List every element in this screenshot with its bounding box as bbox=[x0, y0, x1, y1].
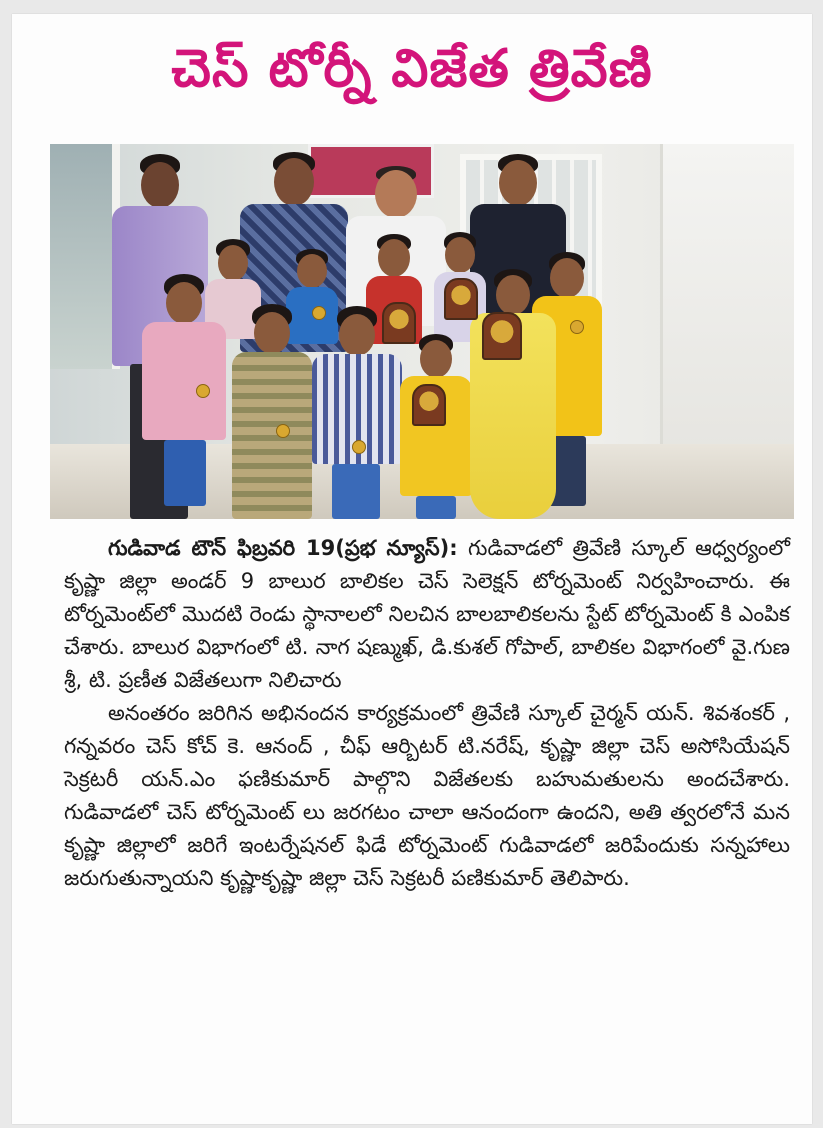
trophy bbox=[482, 312, 522, 360]
newspaper-clipping bbox=[12, 14, 812, 1124]
trophy bbox=[412, 384, 446, 426]
trophy bbox=[444, 278, 478, 320]
child-figure bbox=[400, 334, 472, 519]
news-photo bbox=[50, 144, 794, 519]
child-figure bbox=[232, 304, 312, 519]
window bbox=[50, 144, 120, 369]
child-figure bbox=[470, 269, 556, 519]
article-paragraph bbox=[64, 532, 790, 697]
dateline: గుడివాడ టౌన్ ఫిబ్రవరి 19(ప్రభ న్యూస్): bbox=[108, 536, 458, 560]
trophy bbox=[382, 302, 416, 344]
medal bbox=[276, 424, 290, 438]
article-body bbox=[64, 532, 790, 895]
medal bbox=[352, 440, 366, 454]
medal bbox=[312, 306, 326, 320]
medal bbox=[570, 320, 584, 334]
paragraph-text: గుడివాడలో త్రివేణి స్కూల్ ఆధ్వర్యంలో కృష్ణా జిల్లా అండర్ 9 బాలుర బాలికల చెస్ సెలెక్షన్ టోర్నమెంట్ నిర్వహించారు. ఈ టోర్నమెంట్‌లో మొదటి రెండు స్థానాలలో నిలచిన బాలబాలికలను స్టేట్ టోర్నమెంట్ కి ఎంపిక చేశారు. బాలుర విభాగంలో టి. నాగ షణ్ముఖ్, డి.కుశల్ గోపాల్, బాలికల విభాగంలో వై.గుణ శ్రీ, టి. ప్రణీత విజేతలుగా నిలిచారు bbox=[64, 536, 790, 692]
medal bbox=[196, 384, 210, 398]
headline: చెస్ టోర్నీ విజేత త్రివేణి bbox=[171, 39, 653, 99]
article-paragraph: అనంతరం జరిగిన అభినందన కార్యక్రమంలో త్రివేణి స్కూల్ చైర్మన్ యన్. శివశంకర్ , గన్నవరం చెస్ కోచ్ కె. ఆనంద్ , చీఫ్ ఆర్బిటర్ టి.నరేష్, కృష్ణా జిల్లా చెస్ అసోసియేషన్ సెక్రటరీ యన్.ఎం ఫణికుమార్ పాల్గొని విజేతలకు బహుమతులను అందచేశారు. గుడివాడలో చెస్ టోర్నమెంట్ లు జరగటం చాలా ఆనందంగా ఉందని, అతి త్వరలోనే మన కృష్ణా జిల్లాలో జరిగే ఇంటర్నేషనల్ ఫిడే టోర్నమెంట్ గుడివాడలో జరిపేందుకు సన్నహాలు జరుగుతున్నాయని కృష్ణాకృష్ణా జిల్లా చెస్ సెక్రటరీ పణికుమార్ తెలిపారు. bbox=[64, 701, 790, 890]
child-figure bbox=[142, 274, 226, 506]
